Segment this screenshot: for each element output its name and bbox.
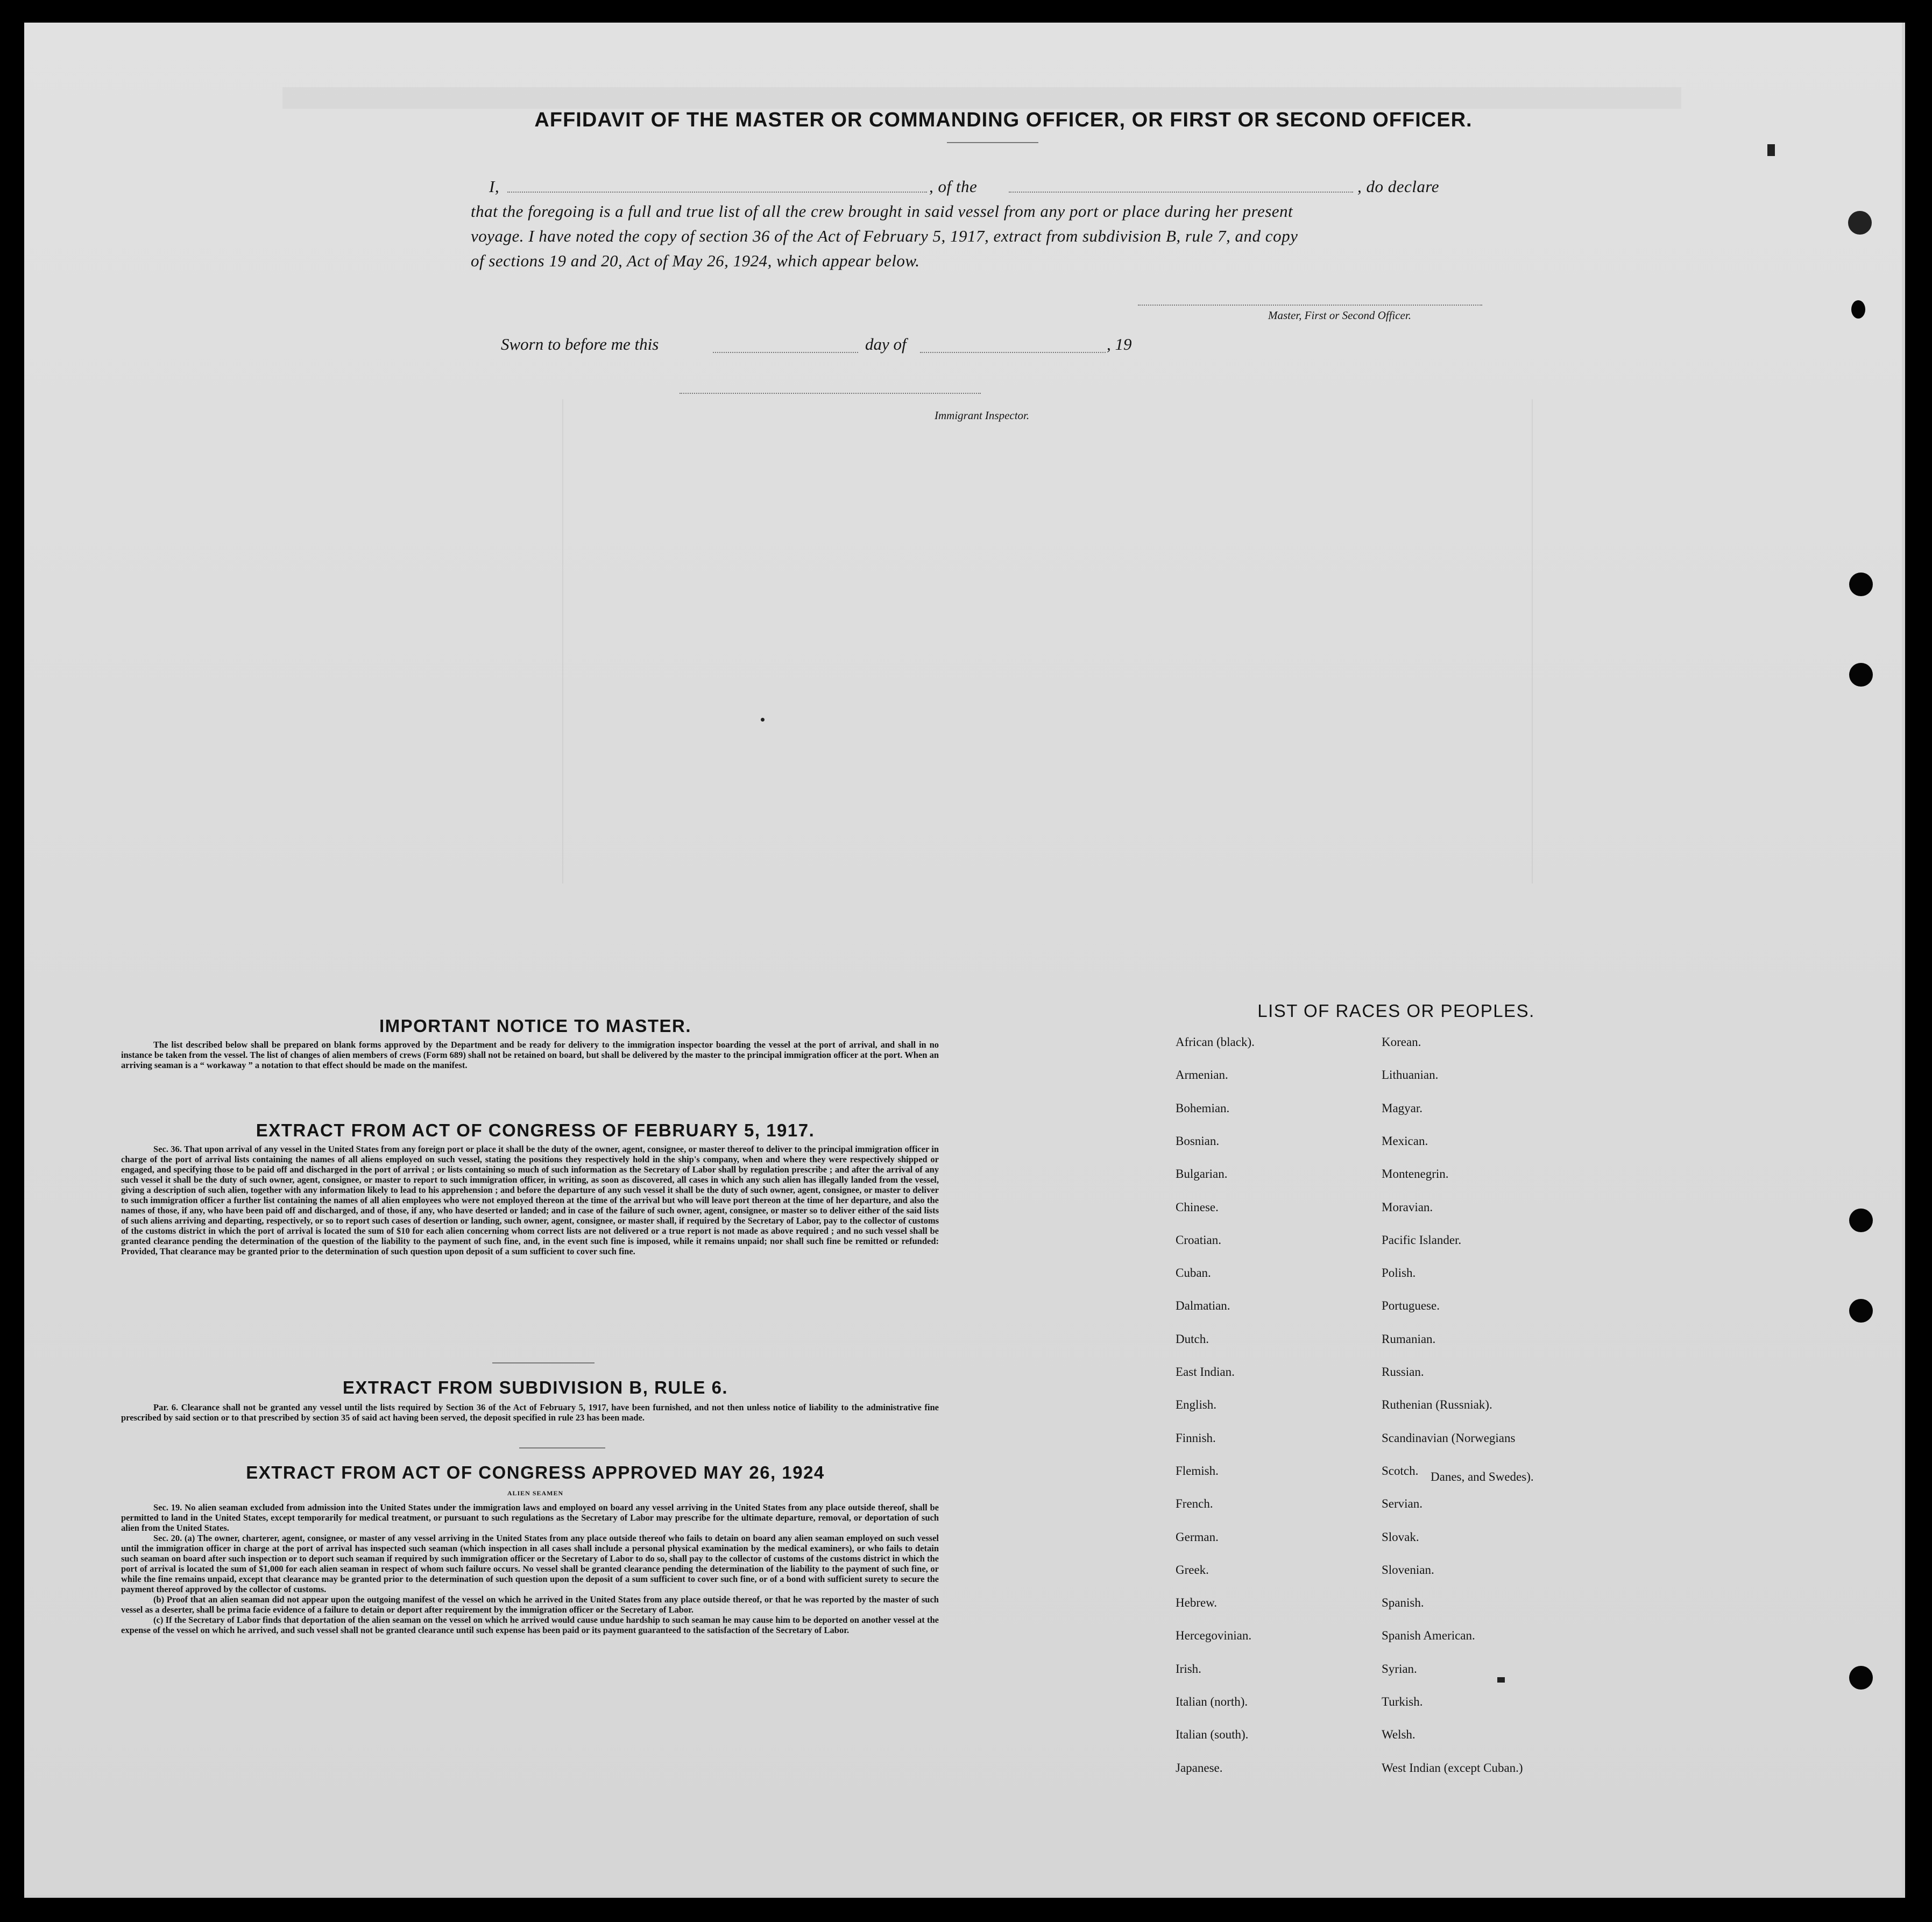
race-item: East Indian. bbox=[1176, 1365, 1235, 1379]
declaration-line-3: voyage. I have noted the copy of section 36 of the Act of February 5, 1917, extract from subdivision B, rule 7, and copy bbox=[471, 227, 1298, 245]
rule-6-text bbox=[121, 1402, 939, 1423]
declaration-of-the: , of the bbox=[929, 177, 978, 196]
race-item: German. bbox=[1176, 1530, 1219, 1544]
declaration-i: I, bbox=[489, 177, 500, 196]
extract-1924-title: EXTRACT FROM ACT OF CONGRESS APPROVED MAY 26, 1924 bbox=[246, 1462, 825, 1482]
race-item: Moravian. bbox=[1382, 1200, 1433, 1214]
race-item: Italian (south). bbox=[1176, 1728, 1249, 1741]
race-item: Greek. bbox=[1176, 1563, 1209, 1577]
race-item: Scotch. bbox=[1382, 1464, 1419, 1478]
vessel-blank bbox=[1009, 192, 1353, 193]
race-item: Cuban. bbox=[1176, 1266, 1211, 1280]
alien-seamen-subtitle: ALIEN SEAMEN bbox=[507, 1489, 564, 1497]
race-scandinavian-continued: Danes, and Swedes). bbox=[1431, 1470, 1534, 1483]
race-item: Irish. bbox=[1176, 1662, 1201, 1676]
race-item: Japanese. bbox=[1176, 1761, 1223, 1775]
race-item: Slovak. bbox=[1382, 1530, 1419, 1544]
race-item: African (black). bbox=[1176, 1035, 1255, 1049]
declaration-declare: , do declare bbox=[1357, 177, 1440, 196]
name-blank bbox=[507, 192, 927, 193]
binder-hole bbox=[1849, 663, 1873, 687]
race-item: Welsh. bbox=[1382, 1728, 1416, 1741]
binder-hole bbox=[1849, 1666, 1873, 1690]
races-title: LIST OF RACES OR PEOPLES. bbox=[1257, 1001, 1535, 1021]
binder-hole bbox=[1848, 211, 1872, 235]
race-item: Ruthenian (Russniak). bbox=[1382, 1398, 1492, 1411]
title-rule bbox=[947, 142, 1038, 143]
race-item: Portuguese. bbox=[1382, 1299, 1440, 1312]
ink-speck bbox=[1767, 144, 1775, 156]
binder-hole bbox=[1849, 573, 1873, 596]
binder-hole bbox=[1851, 300, 1865, 319]
ink-speck bbox=[1497, 1677, 1505, 1683]
notice-text bbox=[121, 1040, 939, 1070]
extract-divider-1 bbox=[492, 1362, 595, 1363]
race-item: Turkish. bbox=[1382, 1695, 1423, 1708]
declaration-line-1 bbox=[471, 174, 1525, 199]
race-item: Pacific Islander. bbox=[1382, 1233, 1462, 1247]
sworn-prefix: Sworn to before me this bbox=[501, 335, 659, 354]
race-item: Lithuanian. bbox=[1382, 1068, 1439, 1082]
section-36-paragraph: Sec. 36. That upon arrival of any vessel in the United States from any foreign port or place it shall be the duty of the owner, agent, consignee, or master thereof to deliver to the principal immigration officer in charge of the port of arrival lists containing the names of all aliens employed on such vessel, stating the positions they respectively hold in the ship's company, when and where they were respectively shipped or engaged, and specifying those to be paid off and discharged in the port of arrival ; or lists containing so much of such information as the Secretary of Labor shall by regulation prescribe ; and after the arrival of any such vessel it shall be the duty of such owner, agent, consignee, or master to report to such immigration officer, in writing, as soon as discovered, all cases in which any such alien has illegally landed from the vessel, giving a description of such alien, together with any information likely to lead to his apprehension ; and before the departure of any such vessel it shall be the duty of such owner, agent, consignee, or master to deliver to such immigration officer a further list containing the names of all alien employees who were not employed thereon at the time of the arrival but who will leave port thereon at the time of her departure, and also the names of those, if any, who have been paid off and discharged, and of those, if any, who have deserted or landed; and in case of the failure of such owner, agent, consignee, or master so to deliver either of the said lists of such aliens arriving and departing, respectively, or so to report such cases of desertion or landing, such owner, agent, consignee, or master shall, if required by the Secretary of Labor, pay to the collector of customs of the customs district in which the port of arrival is located the sum of $10 for each alien concerning whom correct lists are not delivered or a true report is not made as above required ; and no such vessel shall be granted clearance pending the determination of the question of the liability to the payment of such fine, and, in the event such fine is imposed, while it remains unpaid; nor shall such fine be remitted or refunded: Provided, That clearance may be granted prior to the determination of such question upon deposit of a sum sufficient to cover such fine. bbox=[121, 1144, 939, 1256]
bleed-through-band bbox=[282, 87, 1681, 109]
race-item: Scandinavian (Norwegians bbox=[1382, 1431, 1516, 1445]
master-signature-caption: Master, First or Second Officer. bbox=[1268, 309, 1411, 322]
race-item: Croatian. bbox=[1176, 1233, 1221, 1247]
master-signature-line bbox=[1138, 305, 1482, 306]
inspector-signature-line bbox=[680, 393, 981, 394]
sworn-month-blank bbox=[920, 352, 1106, 353]
race-item: Montenegrin. bbox=[1382, 1167, 1449, 1181]
section-19-paragraph: Sec. 19. No alien seaman excluded from admission into the United States under the immigration laws and employed on board any vessel arriving in the United States from any place outside thereof, shall be permitted to land in the United States, except temporarily for medical treatment, or pursuant to such regulations as the Secretary of Labor may prescribe for the ultimate departure, removal, or deportation of such alien from the United States. bbox=[121, 1502, 939, 1533]
race-item: Russian. bbox=[1382, 1365, 1424, 1379]
race-item: Bulgarian. bbox=[1176, 1167, 1228, 1181]
race-item: Korean. bbox=[1382, 1035, 1421, 1049]
race-item: Magyar. bbox=[1382, 1101, 1423, 1115]
declaration-line-4: of sections 19 and 20, Act of May 26, 1924, which appear below. bbox=[471, 251, 920, 270]
race-item: Hebrew. bbox=[1176, 1596, 1218, 1609]
section-20a-paragraph: Sec. 20. (a) The owner, charterer, agent, consignee, or master of any vessel arriving in the United States from any place outside thereof who fails to detain on board any alien seaman employed on such vessel until the immigration officer in charge at the port of arrival has inspected such seaman (which inspection in all cases shall include a personal physical examination by the medical examiners), or who fails to detain such seaman on board after such inspection or to deport such seaman if required by such immigration officer or the Secretary of Labor to do so, shall pay to the collector of customs of the customs district in which the port of arrival is located the sum of $1,000 for each alien seaman in respect of whom such failure occurs. No vessel shall be granted clearance pending the determination of the liability to the payment of such fine, or while the fine remains unpaid, except that clearance may be granted prior to the determination of such question upon the deposit of a sum sufficient to cover such fine, or of a bond with sufficient surety to secure the payment thereof approved by the collector of customs. bbox=[121, 1533, 939, 1594]
extract-divider-2 bbox=[519, 1447, 605, 1448]
sworn-day-blank bbox=[713, 352, 858, 353]
ink-speck bbox=[761, 718, 765, 722]
race-item: English. bbox=[1176, 1398, 1217, 1411]
race-item: Dutch. bbox=[1176, 1332, 1209, 1346]
race-item: Bosnian. bbox=[1176, 1134, 1220, 1148]
sworn-day-of: day of bbox=[865, 335, 907, 354]
race-item: Rumanian. bbox=[1382, 1332, 1436, 1346]
par-6-paragraph: Par. 6. Clearance shall not be granted any vessel until the lists required by Section 36 of the Act of February 5, 1917, have been furnished, and not then unless notice of liability to the administrative fine prescribed by said section or to that prescribed by section 35 of said act having been served, the deposit specified in rule 23 has been made. bbox=[121, 1402, 939, 1423]
race-item: Syrian. bbox=[1382, 1662, 1417, 1676]
bleed-through-columns bbox=[562, 399, 1533, 884]
race-item: Servian. bbox=[1382, 1497, 1423, 1510]
race-item: Bohemian. bbox=[1176, 1101, 1230, 1115]
race-item: Mexican. bbox=[1382, 1134, 1428, 1148]
race-item: Finnish. bbox=[1176, 1431, 1216, 1445]
race-item: Flemish. bbox=[1176, 1464, 1219, 1478]
rule-6-title: EXTRACT FROM SUBDIVISION B, RULE 6. bbox=[342, 1377, 728, 1397]
binder-hole bbox=[1849, 1209, 1873, 1232]
notice-title: IMPORTANT NOTICE TO MASTER. bbox=[379, 1016, 692, 1036]
paper-sheet bbox=[24, 23, 1902, 1895]
race-item: Hercegovinian. bbox=[1176, 1629, 1252, 1642]
extract-1917-text bbox=[121, 1144, 939, 1256]
notice-paragraph: The list described below shall be prepared on blank forms approved by the Department and be ready for delivery to the immigration inspector boarding the vessel at the port of arrival, and shall in no instance be taken from the vessel. The list of changes of alien members of crews (Form 689) shall not be retained on board, but shall be delivered by the master to the principal immigration officer at the port. When an arriving seaman is a “ workaway ” a notation to that effect should be made on the manifest. bbox=[121, 1040, 939, 1070]
race-item: Spanish. bbox=[1382, 1596, 1424, 1609]
race-item: French. bbox=[1176, 1497, 1213, 1510]
extract-1924-text bbox=[121, 1502, 939, 1635]
scanned-page bbox=[24, 23, 1905, 1898]
race-item: Slovenian. bbox=[1382, 1563, 1434, 1577]
sworn-year: , 19 bbox=[1107, 335, 1132, 354]
race-item: Polish. bbox=[1382, 1266, 1416, 1280]
race-item: Armenian. bbox=[1176, 1068, 1228, 1082]
race-item: Chinese. bbox=[1176, 1200, 1219, 1214]
binder-hole bbox=[1849, 1299, 1873, 1323]
inspector-caption: Immigrant Inspector. bbox=[935, 409, 1030, 422]
race-item: Dalmatian. bbox=[1176, 1299, 1230, 1312]
affidavit-title: AFFIDAVIT OF THE MASTER OR COMMANDING OFFICER, OR FIRST OR SECOND OFFICER. bbox=[534, 109, 1473, 131]
extract-1917-title: EXTRACT FROM ACT OF CONGRESS OF FEBRUARY 5, 1917. bbox=[256, 1120, 815, 1140]
race-item: Spanish American. bbox=[1382, 1629, 1475, 1642]
race-item: Italian (north). bbox=[1176, 1695, 1248, 1708]
section-20b-paragraph: (b) Proof that an alien seaman did not appear upon the outgoing manifest of the vessel on which he arrived in the United States from any place outside thereof, or that he was reported by the master of such vessel as a deserter, shall be prima facie evidence of a failure to detain or deport after requirement by the immigration officer or the Secretary of Labor. bbox=[121, 1594, 939, 1615]
declaration-line-2: that the foregoing is a full and true list of all the crew brought in said vessel from any port or place during her present bbox=[471, 202, 1293, 221]
section-20c-paragraph: (c) If the Secretary of Labor finds that deportation of the alien seaman on the vessel on which he arrived would cause undue hardship to such seaman he may cause him to be deported on another vessel at the expense of the vessel on which he arrived, and such vessel shall not be granted clearance until such expense has been paid or its payment guaranteed to the satisfaction of the Secretary of Labor. bbox=[121, 1615, 939, 1635]
race-item: West Indian (except Cuban.) bbox=[1382, 1761, 1523, 1775]
